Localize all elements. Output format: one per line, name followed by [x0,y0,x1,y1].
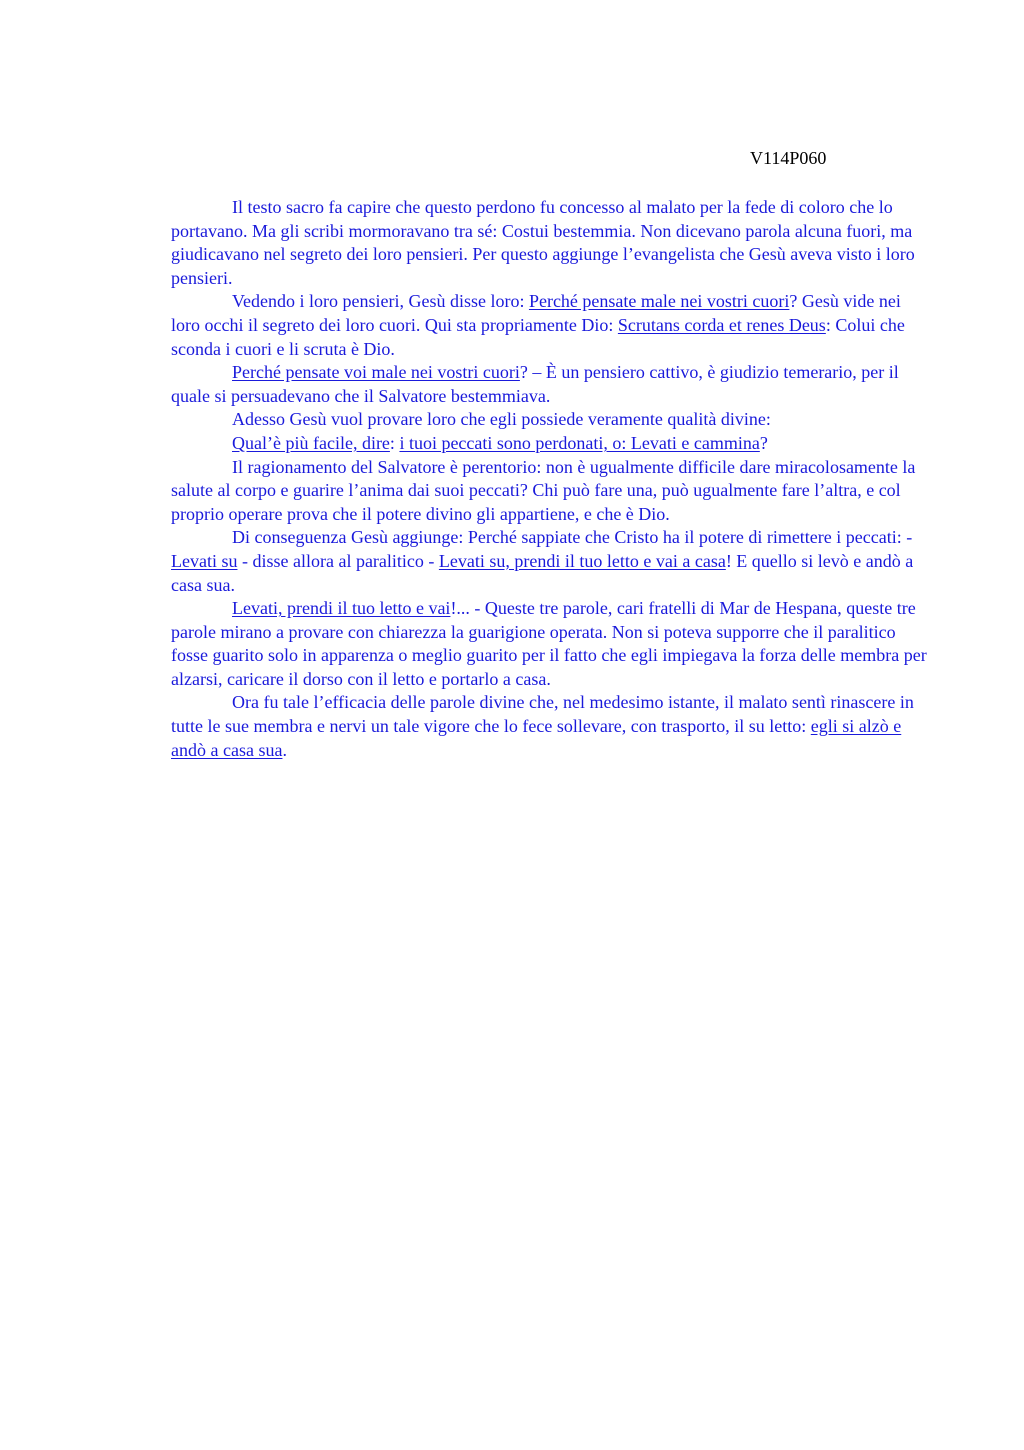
quoted-scripture: egli si alzò e andò a casa sua [171,716,902,760]
quoted-scripture: i tuoi peccati sono perdonati, o: Levati e cammina [399,432,760,453]
paragraph-text: : [389,432,400,453]
quoted-scripture: Levati su, prendi il tuo letto e vai a casa [438,550,726,571]
paragraph [171,361,931,408]
paragraph [171,526,931,597]
quoted-scripture: Scrutans corda et renes Deus [617,314,826,335]
paragraph [171,691,931,762]
paragraph [171,432,931,456]
page-identifier: V114P060 [750,148,827,168]
paragraph-text: ? Gesù vide nei loro occhi il segreto dei loro cuori. Qui sta propriamente Dio: [171,291,901,335]
paragraph-text: ! E quello si levò e andò a casa sua. [171,550,914,595]
paragraph [171,408,931,432]
paragraph-text: . [282,739,287,760]
paragraph-text: Ora fu tale l’efficacia delle parole divine che, nel medesimo istante, il malato sentì rinascere in tutte le sue membra e nervi un tale vigore che lo fece sollevare, con trasporto, il su letto: [171,692,914,737]
paragraph-text: - disse allora al paralitico - [237,550,439,571]
paragraph-text: !... - Queste tre parole, cari fratelli di Mar de Hespana, queste tre parole mirano a provare con chiarezza la guarigione operata. Non si poteva supporre che il paralitico fosse guarito solo in apparenza o meglio guarito per il fatto che egli impiegava la forza delle membra per alzarsi, caricare il dorso con il letto e portarlo a casa. [171,598,927,689]
paragraph-text: : Colui che sconda i cuori e li scruta è Dio. [171,314,905,359]
paragraph [171,196,931,290]
paragraph-text: Di conseguenza Gesù aggiunge: Perché sappiate che Cristo ha il potere di rimettere i peccati: - [232,527,913,548]
paragraph-text: Vedendo i loro pensieri, Gesù disse loro: [232,291,529,312]
paragraph [171,290,931,361]
paragraph-text: ? – È un pensiero cattivo, è giudizio temerario, per il quale si persuadevano che il Salvatore bestemmiava. [171,362,899,406]
quoted-scripture: Perché pensate male nei vostri cuori [528,291,790,312]
paragraph-text: Il testo sacro fa capire che questo perdono fu concesso al malato per la fede di coloro che lo portavano. Ma gli scribi mormoravano tra sé: Costui bestemmia. Non dicevano parola alcuna fuori, ma giudicavano nel segreto dei loro pensieri. Per questo aggiunge l’evangelista che Gesù aveva visto i loro pensieri. [171,197,915,288]
quoted-scripture: Levati, prendi il tuo letto e vai [232,598,451,619]
paragraph [171,597,931,691]
quoted-scripture: Levati su [171,550,238,571]
paragraph-text: Il ragionamento del Salvatore è perentorio: non è ugualmente difficile dare miracolosamente la salute al corpo e guarire l’anima dai suoi peccati? Chi può fare una, può ugualmente fare l’altra, e col proprio operare prova che il potere divino gli appartiene, e che è Dio. [171,456,916,524]
paragraph [171,456,931,527]
paragraph-text: ? [759,432,768,453]
document-body [171,196,931,762]
quoted-scripture: Qual’è più facile, dire [232,432,390,453]
quoted-scripture: Perché pensate voi male nei vostri cuori [232,362,520,383]
paragraph-text: Adesso Gesù vuol provare loro che egli possiede veramente qualità divine: [232,409,771,430]
